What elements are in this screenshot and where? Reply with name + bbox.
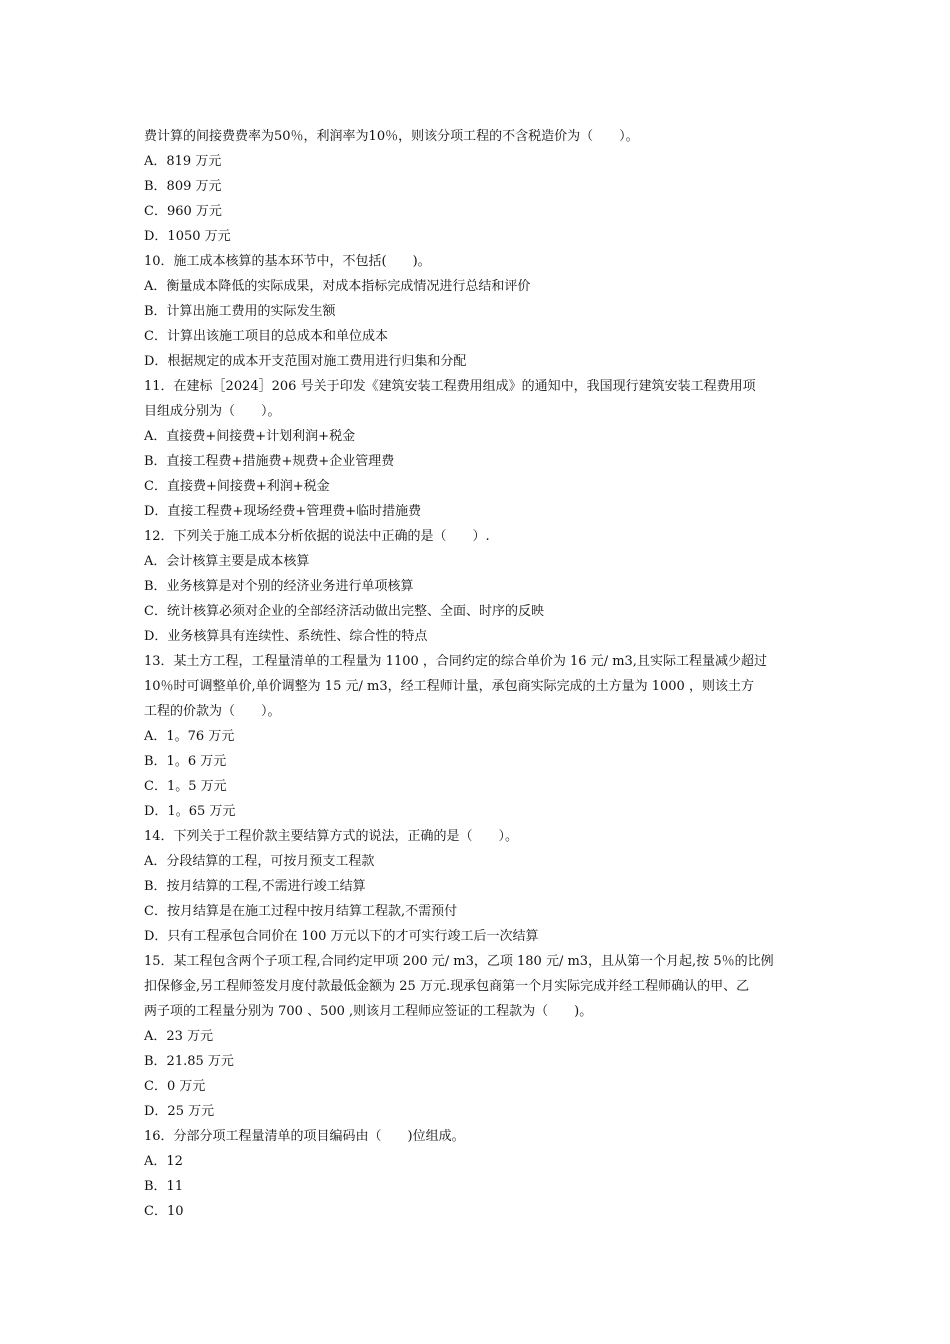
text-line: A．1。76 万元 [144, 729, 235, 744]
text-line: 10．施工成本核算的基本环节中，不包括( )。 [144, 254, 431, 269]
text-line: C．10 [144, 1204, 184, 1219]
text-line: 工程的价款为（ ）。 [144, 704, 281, 719]
text-line: 14．下列关于工程价款主要结算方式的说法，正确的是（ ）。 [144, 829, 519, 844]
text-line: D．1。65 万元 [144, 804, 236, 819]
text-line: D．1050 万元 [144, 229, 231, 244]
text-line: A．衡量成本降低的实际成果，对成本指标完成情况进行总结和评价 [144, 279, 531, 294]
text-line: B．直接工程费+措施费+规费+企业管理费 [144, 454, 395, 469]
text-line: 12．下列关于施工成本分析依据的说法中正确的是（ ）. [144, 529, 490, 544]
text-line: C．直接费+间接费+利润+税金 [144, 479, 330, 494]
text-line: B．21.85 万元 [144, 1054, 234, 1069]
text-line: A．12 [144, 1154, 183, 1169]
text-line: D．业务核算具有连续性、系统性、综合性的特点 [144, 629, 428, 644]
text-line: C．0 万元 [144, 1079, 206, 1094]
text-line: B．1。6 万元 [144, 754, 227, 769]
text-line: 16．分部分项工程量清单的项目编码由（ )位组成。 [144, 1129, 465, 1144]
text-line: 两子项的工程量分别为 700 、500 ,则该月工程师应签证的工程款为（ )。 [144, 1004, 593, 1019]
text-line: D．只有工程承包合同价在 100 万元以下的才可实行竣工后一次结算 [144, 929, 539, 944]
text-line: 15．某工程包含两个子项工程,合同约定甲项 200 元/ m3，乙项 180 元/ m3，且从第一个月起,按 5％的比例 [144, 954, 774, 969]
text-line: B．809 万元 [144, 179, 222, 194]
text-line: B．计算出施工费用的实际发生额 [144, 304, 336, 319]
document-body [144, 124, 814, 1224]
text-line: D．根据规定的成本开支范围对施工费用进行归集和分配 [144, 354, 467, 369]
text-line: C．按月结算是在施工过程中按月结算工程款,不需预付 [144, 904, 458, 919]
text-line: D．直接工程费+现场经费+管理费+临时措施费 [144, 504, 422, 519]
text-line: 费计算的间接费费率为50％，利润率为10％，则该分项工程的不含税造价为（ ）。 [144, 129, 639, 144]
text-line: 11．在建标［2024］206 号关于印发《建筑安装工程费用组成》的通知中，我国现行建筑安装工程费用项 [144, 379, 756, 394]
text-line: B．按月结算的工程,不需进行竣工结算 [144, 879, 366, 894]
text-line: C．计算出该施工项目的总成本和单位成本 [144, 329, 388, 344]
text-line: A．会计核算主要是成本核算 [144, 554, 310, 569]
text-line: C．统计核算必须对企业的全部经济活动做出完整、全面、时序的反映 [144, 604, 544, 619]
text-line: B．业务核算是对个别的经济业务进行单项核算 [144, 579, 414, 594]
text-line: B．11 [144, 1179, 184, 1194]
text-line: A．23 万元 [144, 1029, 214, 1044]
text-line: 10％时可调整单价,单价调整为 15 元/ m3，经工程师计量，承包商实际完成的土方量为 1000 ，则该土方 [144, 679, 754, 694]
text-line: 13．某土方工程，工程量清单的工程量为 1100 ，合同约定的综合单价为 16 元/ m3,且实际工程量减少超过 [144, 654, 767, 669]
text-line: D．25 万元 [144, 1104, 215, 1119]
text-line: A．819 万元 [144, 154, 222, 169]
text-line: A．直接费+间接费+计划利润+税金 [144, 429, 356, 444]
text-line: C．1。5 万元 [144, 779, 227, 794]
text-line: 扣保修金,另工程师签发月度付款最低金额为 25 万元.现承包商第一个月实际完成并经工程师确认的甲、乙 [144, 979, 750, 994]
text-line: C．960 万元 [144, 204, 222, 219]
text-line: 目组成分别为（ ）。 [144, 404, 281, 419]
text-line: A．分段结算的工程，可按月预支工程款 [144, 854, 375, 869]
